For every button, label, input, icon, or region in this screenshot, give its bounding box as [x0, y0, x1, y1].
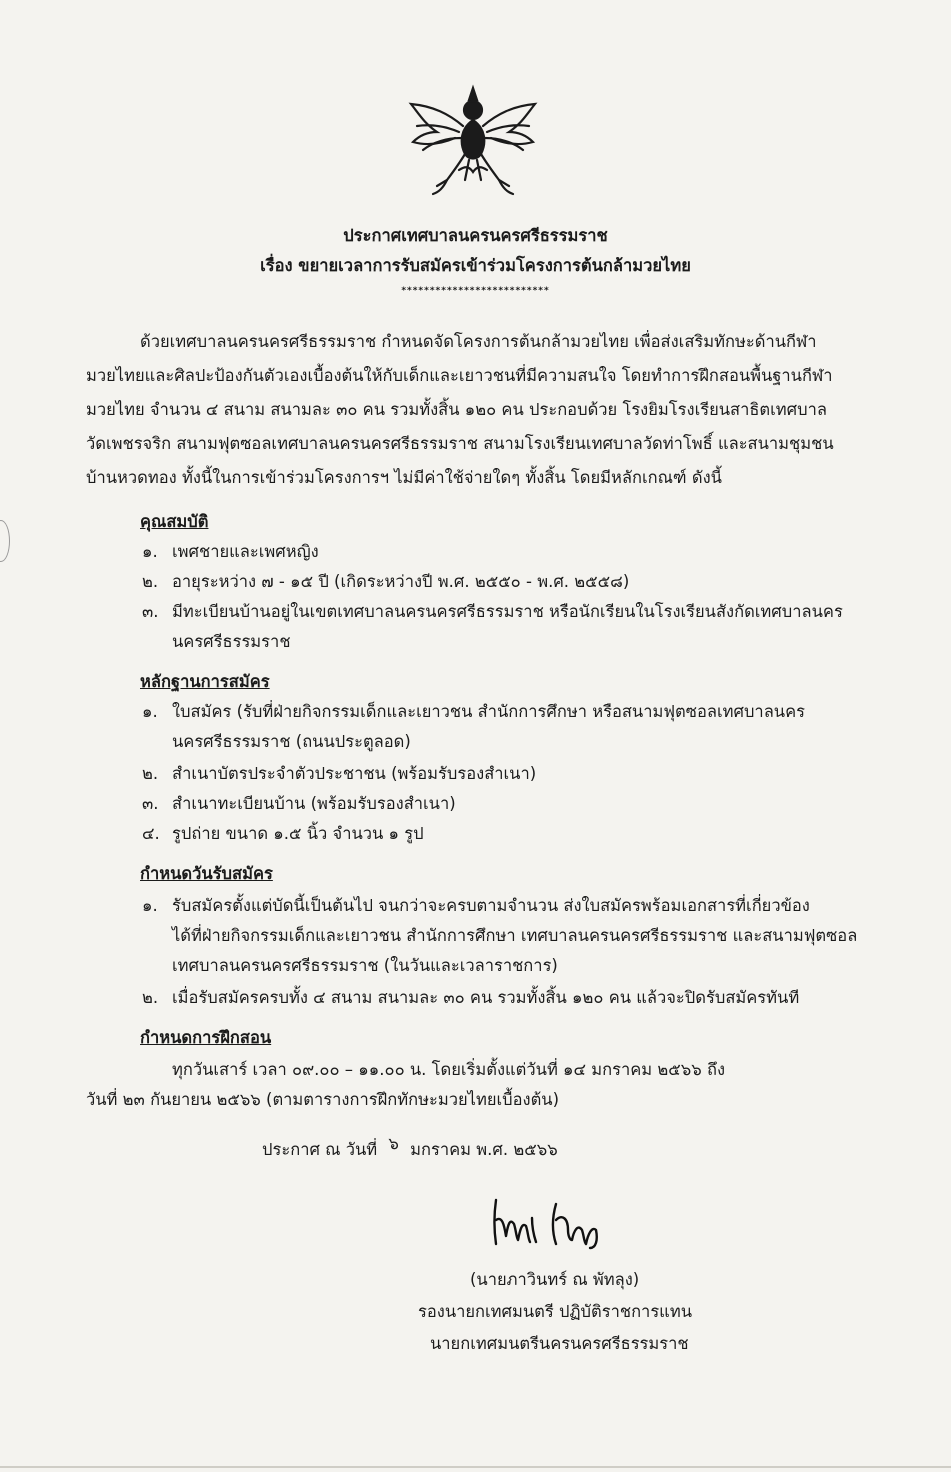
punch-hole-mark	[0, 520, 10, 562]
list-number: ๓.	[142, 602, 159, 621]
list-item: รับสมัครตั้งแต่บัดนี้เป็นต้นไป จนกว่าจะครบตามจำนวน ส่งใบสมัครพร้อมเอกสารที่เกี่ยวข้อง	[172, 896, 810, 915]
list-item-continuation: ได้ที่ฝ่ายกิจกรรมเด็กและเยาวชน สำนักการศึกษา เทศบาลนครนครศรีธรรมราช และสนามฟุตซอล	[172, 926, 858, 945]
training-line: ทุกวันเสาร์ เวลา ๐๙.๐๐ – ๑๑.๐๐ น. โดยเริ่มตั้งแต่วันที่ ๑๔ มกราคม ๒๕๖๖ ถึง	[172, 1060, 726, 1079]
signatory-position: รองนายกเทศมนตรี ปฏิบัติราชการแทน	[418, 1302, 692, 1321]
list-number: ๒.	[142, 764, 159, 783]
separator-stars: **************************	[401, 286, 550, 296]
training-line: วันที่ ๒๓ กันยายน ๒๕๖๖ (ตามตารางการฝึกทักษะมวยไทยเบื้องต้น)	[86, 1090, 560, 1109]
announcement-subject: เรื่อง ขยายเวลาการรับสมัครเข้าร่วมโครงการต้นกล้ามวยไทย	[260, 256, 691, 275]
list-item-continuation: นครศรีธรรมราช (ถนนประตูลอด)	[172, 732, 411, 751]
list-item-continuation: เทศบาลนครนครศรีธรรมราช (ในวันและเวลาราชการ)	[172, 956, 558, 975]
documents-heading: หลักฐานการสมัคร	[140, 672, 270, 691]
list-item: สำเนาบัตรประจำตัวประชาชน (พร้อมรับรองสำเนา)	[172, 764, 537, 783]
list-number: ๑.	[142, 702, 158, 721]
date-month-year: มกราคม พ.ศ. ๒๕๖๖	[410, 1140, 558, 1159]
list-number: ๓.	[142, 794, 159, 813]
list-item: รูปถ่าย ขนาด ๑.๕ นิ้ว จำนวน ๑ รูป	[172, 824, 424, 843]
list-item: ใบสมัคร (รับที่ฝ่ายกิจกรรมเด็กและเยาวชน สำนักการศึกษา หรือสนามฟุตซอลเทศบาลนคร	[172, 702, 805, 721]
page-bottom-edge	[0, 1466, 951, 1468]
intro-line: ด้วยเทศบาลนครนครศรีธรรมราช กำหนดจัดโครงการต้นกล้ามวยไทย เพื่อส่งเสริมทักษะด้านกีฬา	[140, 332, 817, 351]
list-item: เมื่อรับสมัครครบทั้ง ๔ สนาม สนามละ ๓๐ คน รวมทั้งสิ้น ๑๒๐ คน แล้วจะปิดรับสมัครทันที	[172, 988, 800, 1007]
list-number: ๒.	[142, 988, 159, 1007]
application-period-heading: กำหนดวันรับสมัคร	[140, 864, 273, 883]
announcement-title: ประกาศเทศบาลนครนครศรีธรรมราช	[343, 226, 608, 245]
signature-image	[486, 1190, 616, 1250]
list-item: สำเนาทะเบียนบ้าน (พร้อมรับรองสำเนา)	[172, 794, 456, 813]
signatory-name: (นายภาวินทร์ ณ พัทลุง)	[470, 1270, 640, 1289]
date-day: ๖	[388, 1134, 399, 1153]
date-prefix: ประกาศ ณ วันที่	[262, 1140, 378, 1159]
intro-line: วัดเพชรจริก สนามฟุตซอลเทศบาลนครนครศรีธรรมราช สนามโรงเรียนเทศบาลวัดท่าโพธิ์ และสนามชุมชน	[86, 434, 834, 453]
intro-line: มวยไทยและศิลปะป้องกันตัวเองเบื้องต้นให้กับเด็กและเยาวชนที่มีความสนใจ โดยทำการฝึกสอนพื้นฐานกีฬา	[86, 366, 833, 385]
signatory-position: นายกเทศมนตรีนครนครศรีธรรมราช	[430, 1334, 689, 1353]
list-item-continuation: นครศรีธรรมราช	[172, 632, 291, 651]
intro-line: บ้านหวดทอง ทั้งนี้ในการเข้าร่วมโครงการฯ ไม่มีค่าใช้จ่ายใดๆ ทั้งสิ้น โดยมีหลักเกณฑ์ ดังนี้	[86, 468, 722, 487]
intro-line: มวยไทย จำนวน ๔ สนาม สนามละ ๓๐ คน รวมทั้งสิ้น ๑๒๐ คน ประกอบด้วย โรงยิมโรงเรียนสาธิตเทศบาล	[86, 400, 827, 419]
announcement-date	[262, 1134, 558, 1162]
list-number: ๒.	[142, 572, 159, 591]
list-item: เพศชายและเพศหญิง	[172, 542, 319, 561]
training-heading: กำหนดการฝึกสอน	[140, 1028, 272, 1047]
list-number: ๑.	[142, 542, 158, 561]
list-number: ๑.	[142, 896, 158, 915]
garuda-emblem-icon	[403, 80, 543, 198]
list-item: มีทะเบียนบ้านอยู่ในเขตเทศบาลนครนครศรีธรรมราช หรือนักเรียนในโรงเรียนสังกัดเทศบาลนคร	[172, 602, 843, 621]
qualifications-heading: คุณสมบัติ	[140, 512, 209, 531]
list-item: อายุระหว่าง ๗ - ๑๕ ปี (เกิดระหว่างปี พ.ศ. ๒๕๕๐ - พ.ศ. ๒๕๕๘)	[172, 572, 630, 591]
list-number: ๔.	[142, 824, 160, 843]
